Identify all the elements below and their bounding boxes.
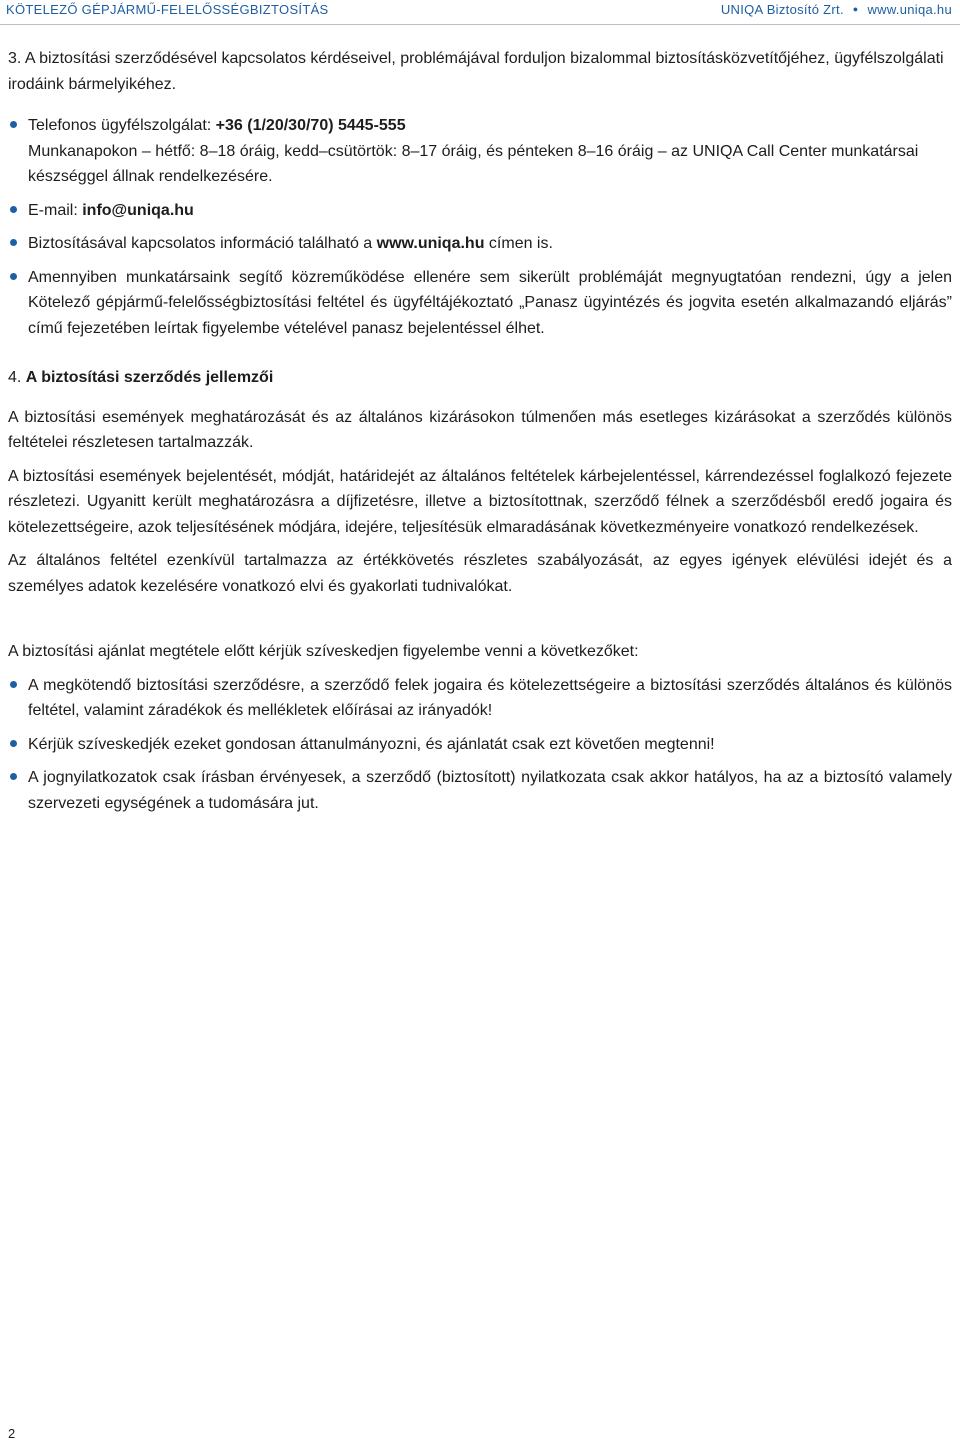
notice-intro: A biztosítási ajánlat megtétele előtt kérjük szíveskedjen figyelembe venni a következőket:	[8, 643, 639, 660]
complaint-item: Amennyiben munkatársaink segítő közreműködése ellenére sem sikerült problémáját megnyugtatóan rendezni, úgy a jelen Kötelező gépjármű-felelősségbiztosítási feltétel és ügyféltájékoztató „Panasz ügyintézés és jogvita esetén alkalmazandó eljárás” című fejezetében leírtak figyelembe vételével panasz bejelentéssel élhet.	[8, 265, 952, 342]
section-3-intro	[8, 46, 952, 97]
running-header	[0, 0, 960, 25]
section-3-number: 3.	[8, 50, 22, 67]
phone-service-item	[8, 113, 952, 190]
info-suffix: címen is.	[484, 235, 553, 252]
section-4-paragraph: A biztosítási események meghatározását és az általános kizárásokon túlmenően más esetleges kizárásokat a szerződés különös feltételei részletesen tartalmazzák.	[8, 408, 952, 451]
section-3-intro-text: A biztosítási szerződésével kapcsolatos kérdéseivel, problémájával forduljon bizalommal biztosításközvetítőjéhez, ügyfélszolgálati irodáink bármelyikéhez.	[8, 50, 944, 93]
website-link[interactable]: www.uniqa.hu	[867, 2, 952, 17]
document-title: KÖTELEZŐ GÉPJÁRMŰ-FELELŐSSÉGBIZTOSÍTÁS	[6, 2, 329, 17]
email-link[interactable]: info@uniqa.hu	[82, 201, 194, 219]
notice-item: A megkötendő biztosítási szerződésre, a szerződő felek jogaira és kötelezettségeire a biztosítási szerződés általános és különös feltétel, valamint záradékok és mellékletek előírásai az irányadók!	[8, 673, 952, 724]
phone-label: Telefonos ügyfélszolgálat:	[28, 117, 216, 134]
info-website-link[interactable]: www.uniqa.hu	[376, 235, 485, 252]
header-company-info	[721, 2, 952, 17]
phone-number[interactable]: +36 (1/20/30/70) 5445-555	[215, 117, 406, 134]
phone-hours: Munkanapokon – hétfő: 8–18 óráig, kedd–csütörtök: 8–17 óráig, és pénteken 8–16 óráig – az UNIQA Call Center munkatársai készséggel állnak rendelkezésére.	[28, 142, 919, 185]
section-4-title: A biztosítási szerződés jellemzői	[25, 369, 274, 386]
section-4-heading	[8, 365, 952, 391]
section-4-paragraph: Az általános feltétel ezenkívül tartalmazza az értékkövetés részletes szabályozását, az egyes igények elévülési idejét és a személyes adatok kezelésére vonatkozó elvi és gyakorlati tudnivalókat.	[8, 552, 952, 595]
company-name: UNIQA Biztosító Zrt.	[720, 2, 844, 17]
email-item	[8, 198, 952, 224]
info-website-item	[8, 231, 952, 257]
info-prefix: Biztosításával kapcsolatos információ található a	[28, 235, 377, 252]
notice-item: A jognyilatkozatok csak írásban érvényesek, a szerződő (biztosított) nyilatkozata csak akkor hatályos, ha az a biztosító valamely szervezeti egységének a tudomására jut.	[8, 765, 952, 816]
section-4-paragraph: A biztosítási események bejelentését, módját, határidejét az általános feltételek kárbejelentéssel, kárrendezéssel foglalkozó fejezete részletezi. Ugyanitt került meghatározásra a díjfizetésre, illetve a biztosítottnak, szerződő félnek a szerződésből eredő jogaira és kötelezettségeire, azok teljesítésének módjára, idejére, teljesítésük elmaradásának következményeire vonatkozó rendelkezések.	[8, 467, 952, 536]
notice-item: Kérjük szíveskedjék ezeket gondosan áttanulmányozni, és ajánlatát csak ezt követően megtenni!	[8, 732, 952, 758]
page-content	[8, 46, 952, 816]
page-number: 2	[8, 1426, 16, 1441]
bullet-separator-icon: ●	[852, 4, 859, 14]
email-label: E-mail:	[28, 201, 83, 219]
section-4-number: 4.	[8, 369, 22, 386]
